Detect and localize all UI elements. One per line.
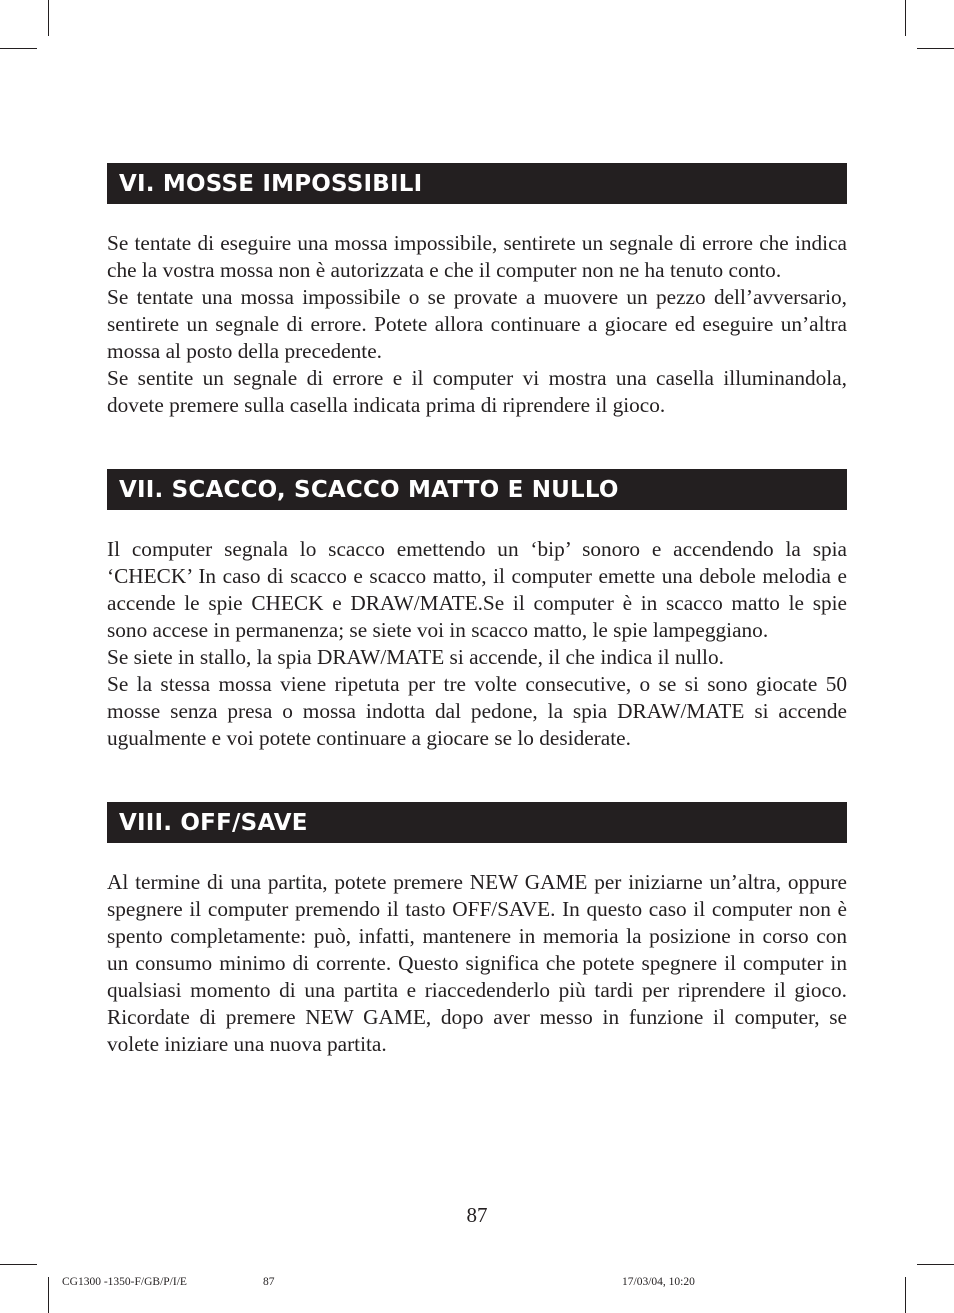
section-body-off-save bbox=[107, 869, 847, 1058]
crop-mark-bottom-right-vertical bbox=[905, 1277, 906, 1313]
crop-mark-top-left-horizontal bbox=[0, 48, 37, 49]
paragraph: Se la stessa mossa viene ripetuta per tre volte consecutive, o se si sono giocate 50 mosse senza presa o mossa indotta dal pedone, la spia DRAW/MATE si accende ugualmente e voi potete continuare a giocare se lo desiderate. bbox=[107, 672, 847, 750]
crop-mark-top-right-horizontal bbox=[917, 48, 954, 49]
paragraph: Il computer segnala lo scacco emettendo un ‘bip’ sonoro e accendendo la spia ‘CHECK’ In caso di scacco e scacco matto, il computer emette una debole melodia e accende le spie CHECK e DRAW/MATE.Se il computer è in scacco matto le spie sono accese in permanenza; se siete voi in scacco matto, le spie lampeggiano. bbox=[107, 537, 847, 642]
section-heading-mosse-impossibili: VI. MOSSE IMPOSSIBILI bbox=[107, 163, 847, 204]
page-number: 87 bbox=[466, 1203, 488, 1227]
section-heading-off-save: VIII. OFF/SAVE bbox=[107, 802, 847, 843]
footer-page: 87 bbox=[263, 1276, 275, 1288]
crop-mark-bottom-right-horizontal bbox=[917, 1264, 954, 1265]
section-heading-scacco: VII. SCACCO, SCACCO MATTO E NULLO bbox=[107, 469, 847, 510]
footer-doc-code: CG1300 -1350-F/GB/P/I/E bbox=[62, 1276, 187, 1288]
paragraph: Se siete in stallo, la spia DRAW/MATE si accende, il che indica il nullo. bbox=[107, 645, 724, 669]
paragraph: Se sentite un segnale di errore e il computer vi mostra una casella illuminandola, dovete premere sulla casella indicata prima di riprendere il gioco. bbox=[107, 366, 847, 417]
section-body-mosse-impossibili bbox=[107, 230, 847, 419]
paragraph: Se tentate di eseguire una mossa impossibile, sentirete un segnale di errore che indica che la vostra mossa non è autorizzata e che il computer non ne ha tenuto conto. bbox=[107, 231, 847, 282]
paragraph: Al termine di una partita, potete premere NEW GAME per iniziarne un’altra, oppure spegnere il computer premendo il tasto OFF/SAVE. In questo caso il computer non è spento completamente: può, infatti, mantenere in memoria la posizione in corso con un consumo minimo di corrente. Questo significa che potete spegnere il computer in qualsiasi momento di una partita e riaccedenderlo più tardi per riprendere il gioco. Ricordate di premere NEW GAME, dopo aver messo in funzione il computer, se volete iniziare una nuova partita. bbox=[107, 870, 847, 1056]
crop-mark-top-left-vertical bbox=[48, 0, 49, 36]
crop-mark-bottom-left-horizontal bbox=[0, 1264, 37, 1265]
crop-mark-bottom-left-vertical bbox=[48, 1277, 49, 1313]
section-body-scacco bbox=[107, 536, 847, 752]
footer-timestamp: 17/03/04, 10:20 bbox=[622, 1276, 695, 1288]
paragraph: Se tentate una mossa impossibile o se provate a muovere un pezzo dell’avversario, sentirete un segnale di errore. Potete allora continuare a giocare ed eseguire un’altra mossa al posto della precedente. bbox=[107, 285, 847, 363]
crop-mark-top-right-vertical bbox=[905, 0, 906, 36]
